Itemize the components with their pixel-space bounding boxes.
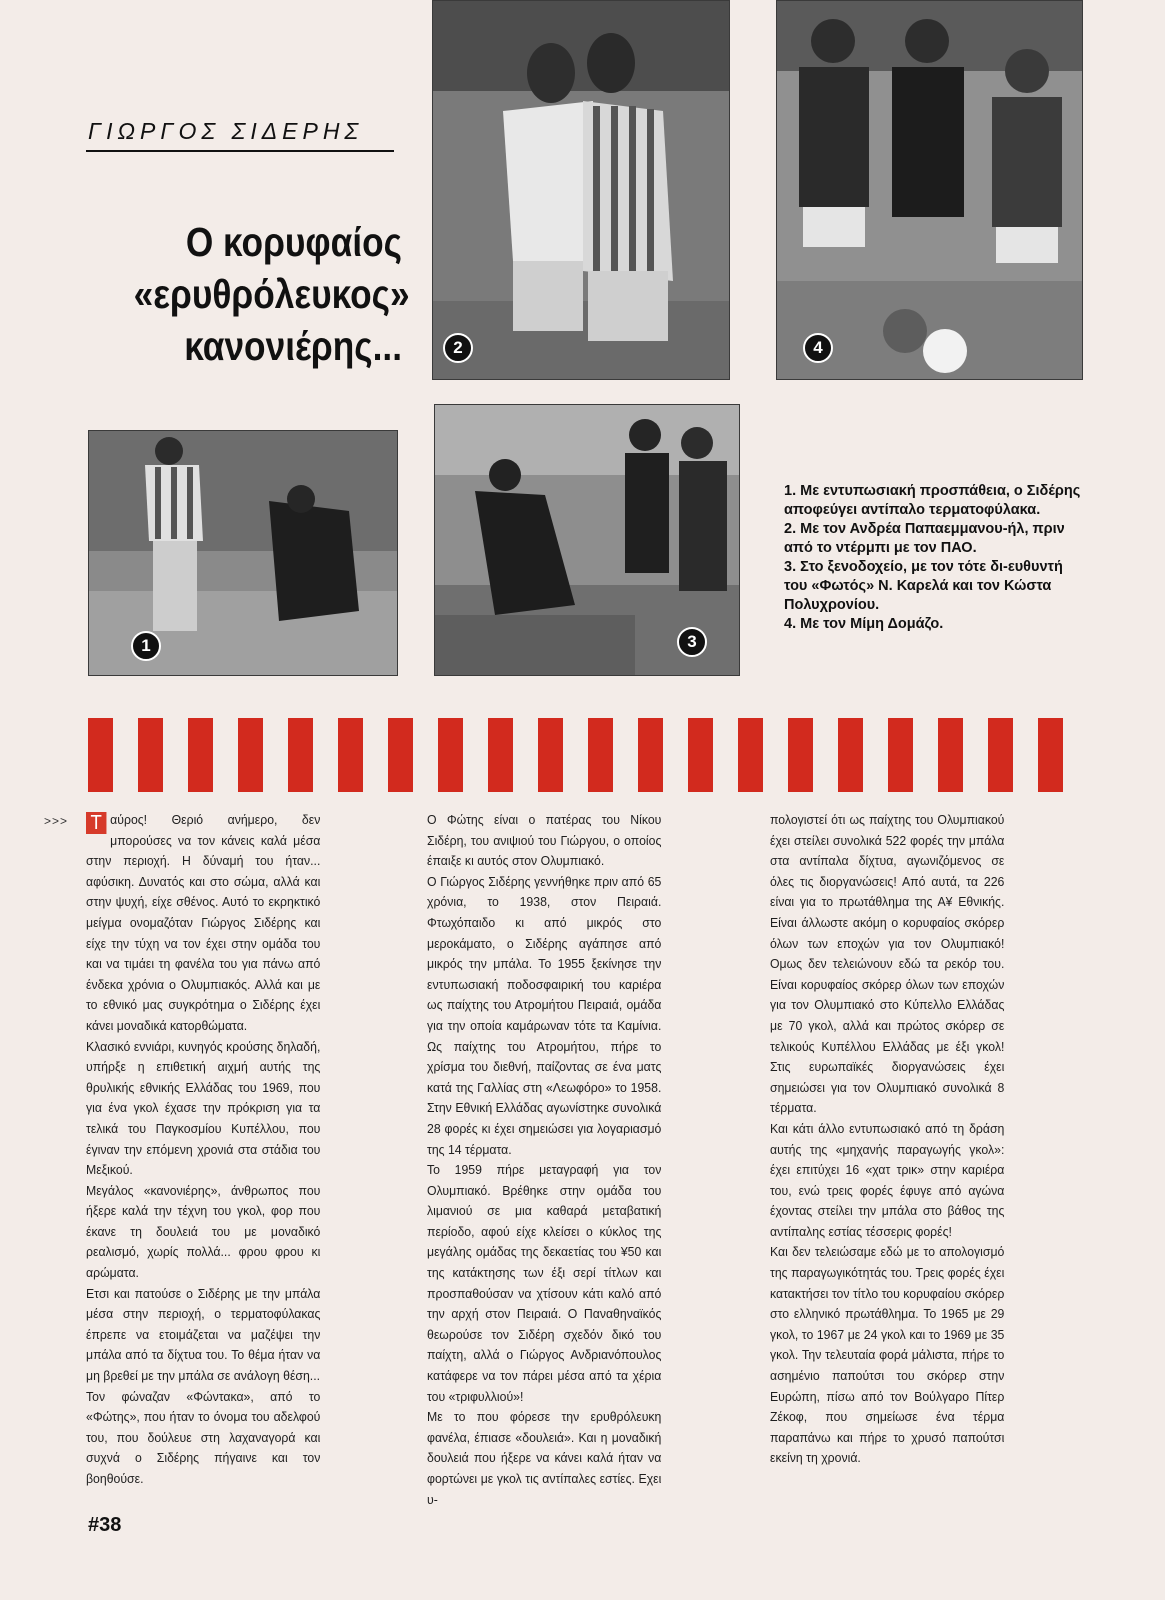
red-stripe (888, 718, 913, 792)
caption-1: 1. Με εντυπωσιακή προσπάθεια, ο Σιδέρης αποφεύγει αντίπαλο τερματοφύλακα. (784, 483, 1081, 518)
article-paragraph: Με το που φόρεσε την ερυθρόλευκη φανέλα, έπιασε «δουλειά». Και η μοναδική δουλειά που ήξερε να κάνει καλά ήταν να φορτώνει με γκολ τις αντίπαλες εστίες. Εχει υ- (427, 1409, 662, 1507)
red-stripe (138, 718, 163, 792)
photo-action-shot (88, 430, 398, 676)
photo-captions (784, 482, 1084, 634)
article-paragraph: Το 1959 πήρε μεταγραφή για τον Ολυμπιακό. Βρέθηκε στην ομάδα του λιμανιού σε μια καθαρά μεταβατική περίοδο, αφού είχε κλείσει ο κύκλος της μεγάλης ομάδας της δεκαετίας του ¥50 και της κατάκτησης των έξι σερί τίτλων και προσπαθούσαν να χτίσουν κάτι καλό από την αρχή στον Πειραιά. Ο Παναθηναϊκός θεωρούσε τον Σιδέρη σχεδόν δικό του παίχτη, αλλά ο Γιώργος Ανδριανόπουλος κατάφερε να τον πάρει μέσα από τα χέρια του «τριφυλλιού»! (427, 1162, 662, 1404)
article-column-1 (86, 810, 320, 1490)
author-name: ΓΙΩΡΓΟΣ ΣΙΔΕΡΗΣ (88, 118, 364, 144)
caption-4: 4. Με τον Μίμη Δομάζο. (784, 616, 944, 632)
red-stripe (988, 718, 1013, 792)
red-stripe (638, 718, 663, 792)
photo-number-2: 2 (443, 333, 473, 363)
drop-cap: Τ (86, 812, 106, 834)
photo-three-men-image (777, 1, 1082, 379)
page-number: #38 (88, 1514, 122, 1536)
red-stripe-band (88, 718, 1088, 792)
red-stripe (588, 718, 613, 792)
headline-line-2: «ερυθρόλευκος» (133, 271, 410, 317)
article-paragraph: Κλασικό εννιάρι, κυνηγός κρούσης δηλαδή, υπήρξε η επιθετική αιχμή αυτής της θρυλικής εθνικής Ελλάδας του 1969, που για ένα γκολ έχασε την πρόκριση για τα τελικά του Παγκοσμίου Κυπέλλου, που έγιναν την επόμενη χρονιά στα στάδια του Μεξικού. (86, 1038, 321, 1178)
red-stripe (838, 718, 863, 792)
article-paragraph: Τον φώναζαν «Φώντακα», από το «Φώτης», που ήταν το όνομα του αδελφού του, που δούλευε στη λαχαναγορά και συχνά ο Σιδέρης πήγαινε και τον βοηθούσε. (86, 1388, 321, 1486)
headline-line-1: Ο κορυφαίος (185, 219, 402, 265)
caption-3: 3. Στο ξενοδοχείο, με τον τότε δι-ευθυντή του «Φωτός» Ν. Καρελά και τον Κώστα Πολυχρονίου. (784, 559, 1063, 613)
photo-number-1: 1 (131, 631, 161, 661)
headline (133, 216, 410, 372)
red-stripe (688, 718, 713, 792)
red-stripe (288, 718, 313, 792)
red-stripe (388, 718, 413, 792)
red-stripe (238, 718, 263, 792)
article-paragraph: Και δεν τελειώσαμε εδώ με το απολογισμό της παραγωγικότητάς του. Τρεις φορές έχει κατακτήσει τον τίτλο του κορυφαίου σκόρερ στο ελληνικό πρωτάθλημα. Το 1965 με 29 γκολ, το 1967 με 24 γκολ και το 1969 με 35 γκολ. Την τελευταία φορά μάλιστα, πήρε το ασημένιο παπούτσι του σκόρερ στην Ευρώπη, πίσω από τον Βούλγαρο Πίτερ Ζέκοφ, που σημείωσε ένα τέρμα παραπάνω και πήρε το χρυσό παπούτσι εκείνη τη χρονιά. (770, 1244, 1005, 1466)
article-paragraph: Μεγάλος «κανονιέρης», άνθρωπος που ήξερε καλά την τέχνη του γκολ, φορ που έκανε τη δουλειά του με μοναδικό ρεαλισμό, χωρίς πολλά... φρου φρου κι αρώματα. (86, 1182, 321, 1281)
article-paragraph: πολογιστεί ότι ως παίχτης του Ολυμπιακού έχει στείλει συνολικά 522 φορές την μπάλα στα αντίπαλα δίχτυα, αγωνιζόμενος σε όλες τις διοργανώσεις! Από αυτά, τα 226 είναι για το πρωτάθλημα της Α¥ Εθνικής. Είναι άλλωστε ακόμη ο κορυφαίος σκόρερ όλων των εποχών για τον Ολυμπιακό! Ομως δεν τελειώνουν εδώ τα ρεκόρ του. Είναι κορυφαίος σκόρερ όλων των εποχών για τον Ολυμπιακό στο Κύπελλο Ελλάδας με 70 γκολ, αλλά και πρώτος σκόρερ σε τελικούς Κυπέλλου Ελλάδας με έξι γκολ! Στις ευρωπαϊκές διοργανώσεις έχει σημειώσει για τον Ολυμπιακό συνολικά 8 τέρματα. (770, 812, 1005, 1116)
red-stripe (488, 718, 513, 792)
red-stripe (1038, 718, 1063, 792)
article-paragraph: Ο Γιώργος Σιδέρης γεννήθηκε πριν από 65 χρόνια, το 1938, στον Πειραιά. Φτωχόπαιδο κι από μικρός στο μεροκάματο, ο Σιδέρης αγάπησε από μικρός την μπάλα. Το 1955 ξεκίνησε την εντυπωσιακή ποδοσφαιρική του καριέρα ως παίχτης του Ατρομήτου Πειραιά, ομάδα για την οποία καμάρωναν τότε τα Καμίνια. Ως παίχτης του Ατρομήτου, πήρε το χρίσμα του διεθνή, παίζοντας σε ένα ματς κατά της Γαλλίας στη «Λεωφόρο» το 1958. Στην Εθνική Ελλάδας αγωνίστηκε συνολικά 28 φορές κι έχει σημειώσει για λογαριασμό της 14 τέρματα. (427, 873, 662, 1157)
article-column-3 (770, 810, 1004, 1469)
red-stripe (938, 718, 963, 792)
photo-handshake (432, 0, 730, 380)
article-paragraph: Ο Φώτης είναι ο πατέρας του Νίκου Σιδέρη, του ανιψιού του Γιώργου, ο οποίος έπαιξε κι αυτός στον Ολυμπιακό. (427, 812, 662, 869)
headline-line-3: κανονιέρης... (184, 323, 402, 369)
red-stripe (88, 718, 113, 792)
photo-three-men (776, 0, 1083, 380)
caption-2: 2. Με τον Ανδρέα Παπαεμμανου-ήλ, πριν από το ντέρμπι με τον ΠΑΟ. (784, 521, 1065, 556)
photo-handshake-image (433, 1, 729, 379)
author-underline (86, 150, 394, 152)
section-markers: >>> (44, 814, 69, 828)
red-stripe (188, 718, 213, 792)
article-column-2 (427, 810, 661, 1510)
article-paragraph: Τ αύρος! Θεριό ανήμερο, δεν μπορούσες να τον κάνεις καλά μέσα στην περιοχή. Η δύναμή του ήταν... αφύσικη. Δυνατός και στο σώμα, αλλά και στην ψυχή, είχε σθένος. Αυτό το εκρηκτικό μείγμα ονομαζόταν Γιώργος Σιδέρης και είχε την τύχη να τον έχει στην ομάδα του και να τιμάει τη φανέλα του για πάνω από ένδεκα χρόνια ο Ολυμπιακός. Αλλά και με το εθνικό μας συγκρότημα ο Σιδέρης έχει κάνει μοναδικά κατορθώματα. (86, 812, 321, 1033)
photo-number-4: 4 (803, 333, 833, 363)
photo-number-3: 3 (677, 627, 707, 657)
red-stripe (538, 718, 563, 792)
article-paragraph: Και κάτι άλλο εντυπωσιακό από τη δράση αυτής της «μηχανής παραγωγής γκολ»: έχει επιτύχει 16 «χατ τρικ» στην καριέρα του, ενώ τρεις φορές έφυγε από αγώνα έχοντας στείλει την μπάλα στο βάθος της αντίπαλης εστίας τέσσερις φορές! (770, 1120, 1005, 1239)
red-stripe (738, 718, 763, 792)
red-stripe (338, 718, 363, 792)
article-paragraph: Ετσι και πατούσε ο Σιδέρης με την μπάλα μέσα στην περιοχή, ο τερματοφύλακας έπρεπε να ετοιμάζεται να μαζέψει την μπάλα από τα δίχτυα του. Το θέμα ήταν να μη βρεθεί με την μπάλα σε ανάλογη θέση... (86, 1285, 321, 1384)
photo-hotel (434, 404, 740, 676)
red-stripe (438, 718, 463, 792)
red-stripe (788, 718, 813, 792)
